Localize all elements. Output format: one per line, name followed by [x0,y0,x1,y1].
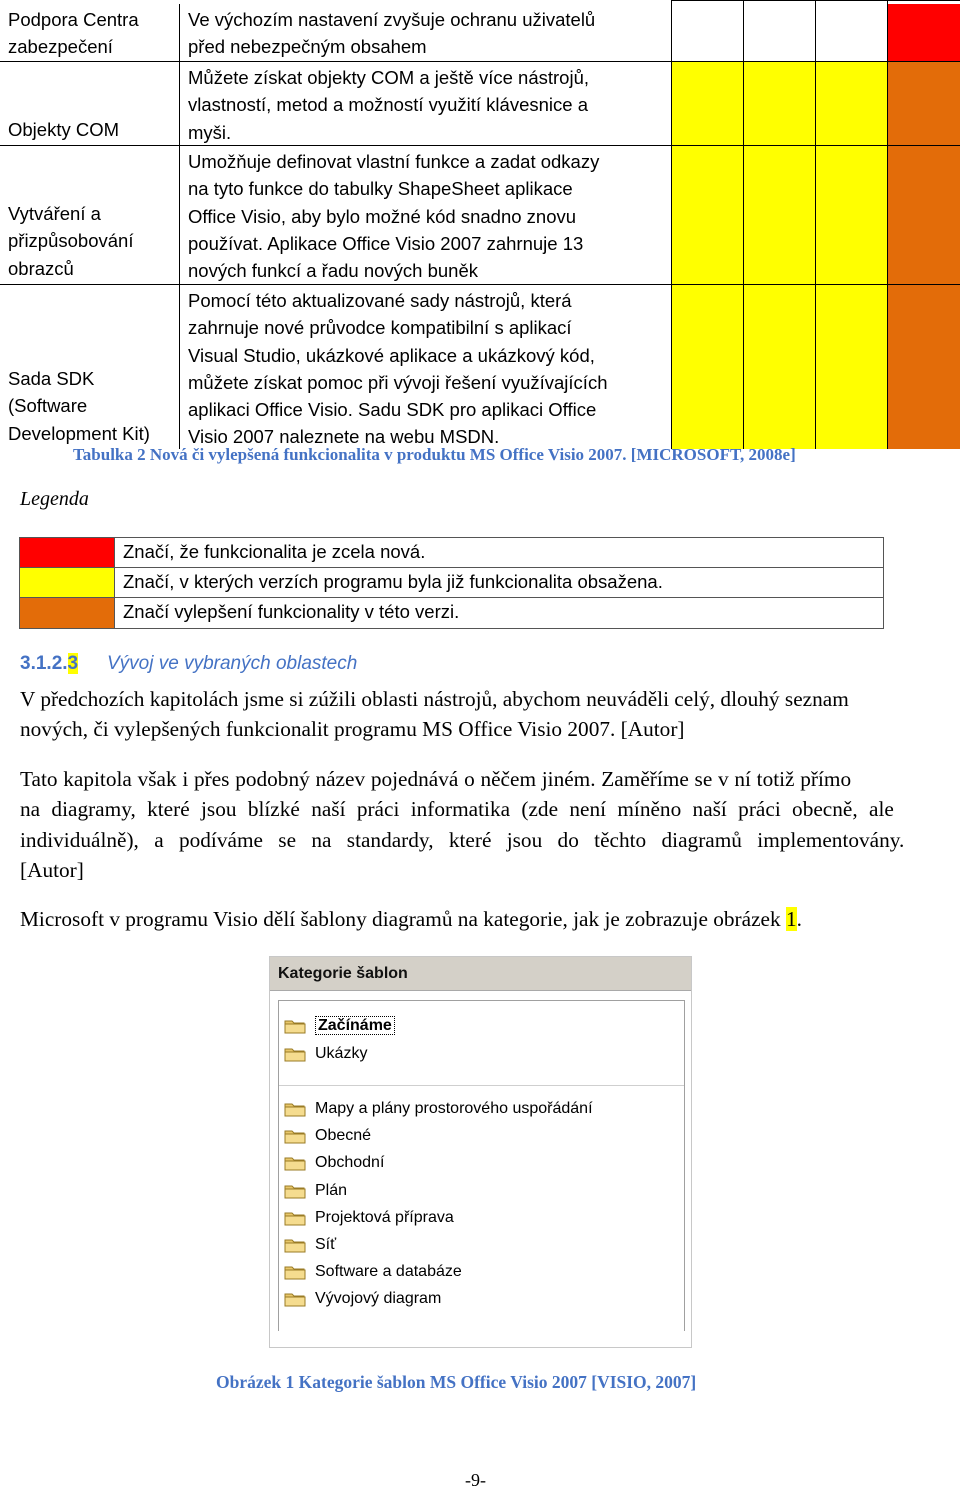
feature-name-line: (Software [8,395,88,417]
feature-description-line: na tyto funkce do tabulky ShapeSheet aplikace [188,178,573,200]
page-number: -9- [465,1470,486,1490]
feature-name-cell [0,62,180,145]
version-cell-empty [815,4,887,61]
table-divider [815,0,816,449]
section-title: Vývoj ve vybraných oblastech [107,653,358,674]
feature-name-line: obrazců [8,257,74,279]
feature-description-line: před nebezpečným obsahem [188,36,427,58]
paragraph-line: na diagramy, které jsou blízké naší práci informatika (zde není míněno naší práci obecně, ale [20,797,894,822]
category-item[interactable] [284,1180,347,1202]
paragraph-line: V předchozích kapitolách jsme si zúžili oblasti nástrojů, abychom neuváděli celý, dlouhý seznam [20,687,849,711]
version-cell-empty [743,4,815,61]
legend-row [20,598,883,628]
feature-description-cell [181,146,671,284]
table-rule [0,61,960,62]
figure-reference-link[interactable]: 1 [785,907,797,931]
feature-description-line: Pomocí této aktualizované sady nástrojů, která [188,290,572,311]
category-label: Obchodní [315,1154,385,1171]
template-categories-panel [269,956,692,1348]
feature-description-line: Umožňuje definovat vlastní funkce a zadat odkazy [188,151,600,172]
panel-title: Kategorie šablon [270,957,691,991]
paragraph-text: Microsoft v programu Visio dělí šablony diagramů na kategorie, jak je zobrazuje obrázek [20,907,786,931]
version-cell-existing [743,62,815,449]
category-label: Plán [315,1182,348,1199]
folder-icon [284,1046,306,1062]
version-cell-existing [815,62,887,449]
paragraph-line: nových, či vylepšených funkcionalit programu MS Office Visio 2007. [Autor] [20,717,685,742]
feature-description-line: aplikaci Office Visio. Sadu SDK pro aplikaci Office [188,399,597,421]
legend-swatch-red [20,538,115,567]
table-divider [887,0,888,449]
section-number-last: 3 [67,653,79,674]
feature-description-line: zahrnuje nové průvodce kompatibilní s aplikací [188,317,572,339]
feature-name-cell [0,146,180,284]
feature-name-line: Objekty COM [8,118,120,140]
category-item-getting-started[interactable] [284,1015,395,1037]
legend-text: Značí vylepšení funkcionality v této verzi. [123,601,460,622]
version-cell-existing [671,62,743,449]
category-label: Ukázky [315,1045,368,1062]
paragraph [20,764,940,885]
category-item-samples[interactable] [284,1043,367,1065]
section-heading [20,653,357,675]
category-label: Obecné [315,1127,372,1144]
feature-description-line: Můžete získat objekty COM a ještě více nástrojů, [188,67,589,88]
legend-swatch-orange [20,598,115,628]
feature-description-line: Visio 2007 naleznete na webu MSDN. [188,426,500,448]
feature-description-line: nových funkcí a řadu nových buněk [188,260,479,282]
table-caption: Tabulka 2 Nová či vylepšená funkcionalita v produktu MS Office Visio 2007. [MICROSOFT, 2008e] [73,445,796,464]
paragraph-line: individuálně), a podíváme se na standardy, které jsou do těchto diagramů implementovány. [20,827,905,852]
feature-description-line: můžete získat pomoc při vývoji řešení využívajících [188,371,608,393]
section-number [20,653,107,675]
category-item[interactable] [284,1261,462,1283]
category-label: Vývojový diagram [315,1290,442,1307]
legend-swatch-yellow [20,568,115,597]
folder-icon [284,1101,306,1117]
feature-description-line: Office Visio, aby bylo možné kód snadno znovu [188,205,577,227]
legend-text: Značí, v kterých verzích programu byla již funkcionalita obsažena. [123,571,663,592]
feature-name-cell [0,285,180,449]
legend-text: Značí, že funkcionalita je zcela nová. [123,541,426,562]
list-separator [279,1085,684,1086]
figure-caption: Obrázek 1 Kategorie šablon MS Office Visio 2007 [VISIO, 2007] [216,1372,697,1392]
paragraph-line: [Autor] [20,857,84,882]
folder-icon [284,1291,306,1307]
version-cell-improved [887,285,960,449]
category-item[interactable] [284,1125,371,1147]
paragraph [20,904,940,934]
category-label: Začínáme [315,1016,395,1035]
legend-row [20,538,883,568]
feature-description-cell [181,4,671,61]
table-rule [0,145,960,146]
feature-name-line: Sada SDK [8,368,95,390]
feature-description-line: myši. [188,121,232,143]
feature-description-cell [181,62,671,145]
category-label: Mapy a plány prostorového uspořádání [315,1100,593,1117]
folder-icon [284,1128,306,1144]
table-divider [671,0,672,449]
folder-icon [284,1237,306,1253]
category-list [278,1000,685,1331]
folder-icon [284,1155,306,1171]
version-cell-improved [887,62,960,145]
category-item[interactable] [284,1152,384,1174]
feature-description-line: Ve výchozím nastavení zvyšuje ochranu uživatelů [188,9,596,30]
category-label: Síť [315,1236,337,1253]
version-cell-improved [887,146,960,284]
section-number-prefix: 3.1.2. [20,653,68,674]
feature-description-line: používat. Aplikace Office Visio 2007 zahrnuje 13 [188,232,584,254]
category-item[interactable] [284,1234,336,1256]
paragraph-line: Tato kapitola však i přes podobný název pojednává o něčem jiném. Zaměříme se v ní totiž přímo [20,767,852,791]
feature-name-line: Podpora Centra [8,9,139,30]
feature-description-line: Visual Studio, ukázkové aplikace a ukázkový kód, [188,344,595,366]
folder-icon [284,1210,306,1226]
legend-table [19,537,884,629]
feature-name-line: zabezpečení [8,36,113,58]
feature-description-cell [181,285,671,449]
legend-title: Legenda [20,488,89,510]
folder-icon [284,1018,306,1034]
version-cell-new [887,4,960,61]
category-item[interactable] [284,1098,593,1120]
table-divider [743,0,744,449]
category-item[interactable] [284,1207,454,1229]
category-label: Projektová příprava [315,1209,454,1226]
folder-icon [284,1264,306,1280]
feature-name-line: Development Kit) [8,422,150,444]
category-item[interactable] [284,1288,441,1310]
legend-row [20,568,883,598]
feature-name-line: Vytváření a [8,203,101,225]
table-rule [0,284,960,285]
paragraph-text: . [796,907,802,931]
feature-name-cell [0,4,180,61]
feature-description-line: vlastností, metod a možností využití klávesnice a [188,94,588,116]
category-label: Software a databáze [315,1263,462,1280]
paragraph-line [20,904,940,934]
version-cell-empty [671,4,743,61]
paragraph [20,684,940,745]
folder-icon [284,1183,306,1199]
feature-name-line: přizpůsobování [8,230,134,252]
